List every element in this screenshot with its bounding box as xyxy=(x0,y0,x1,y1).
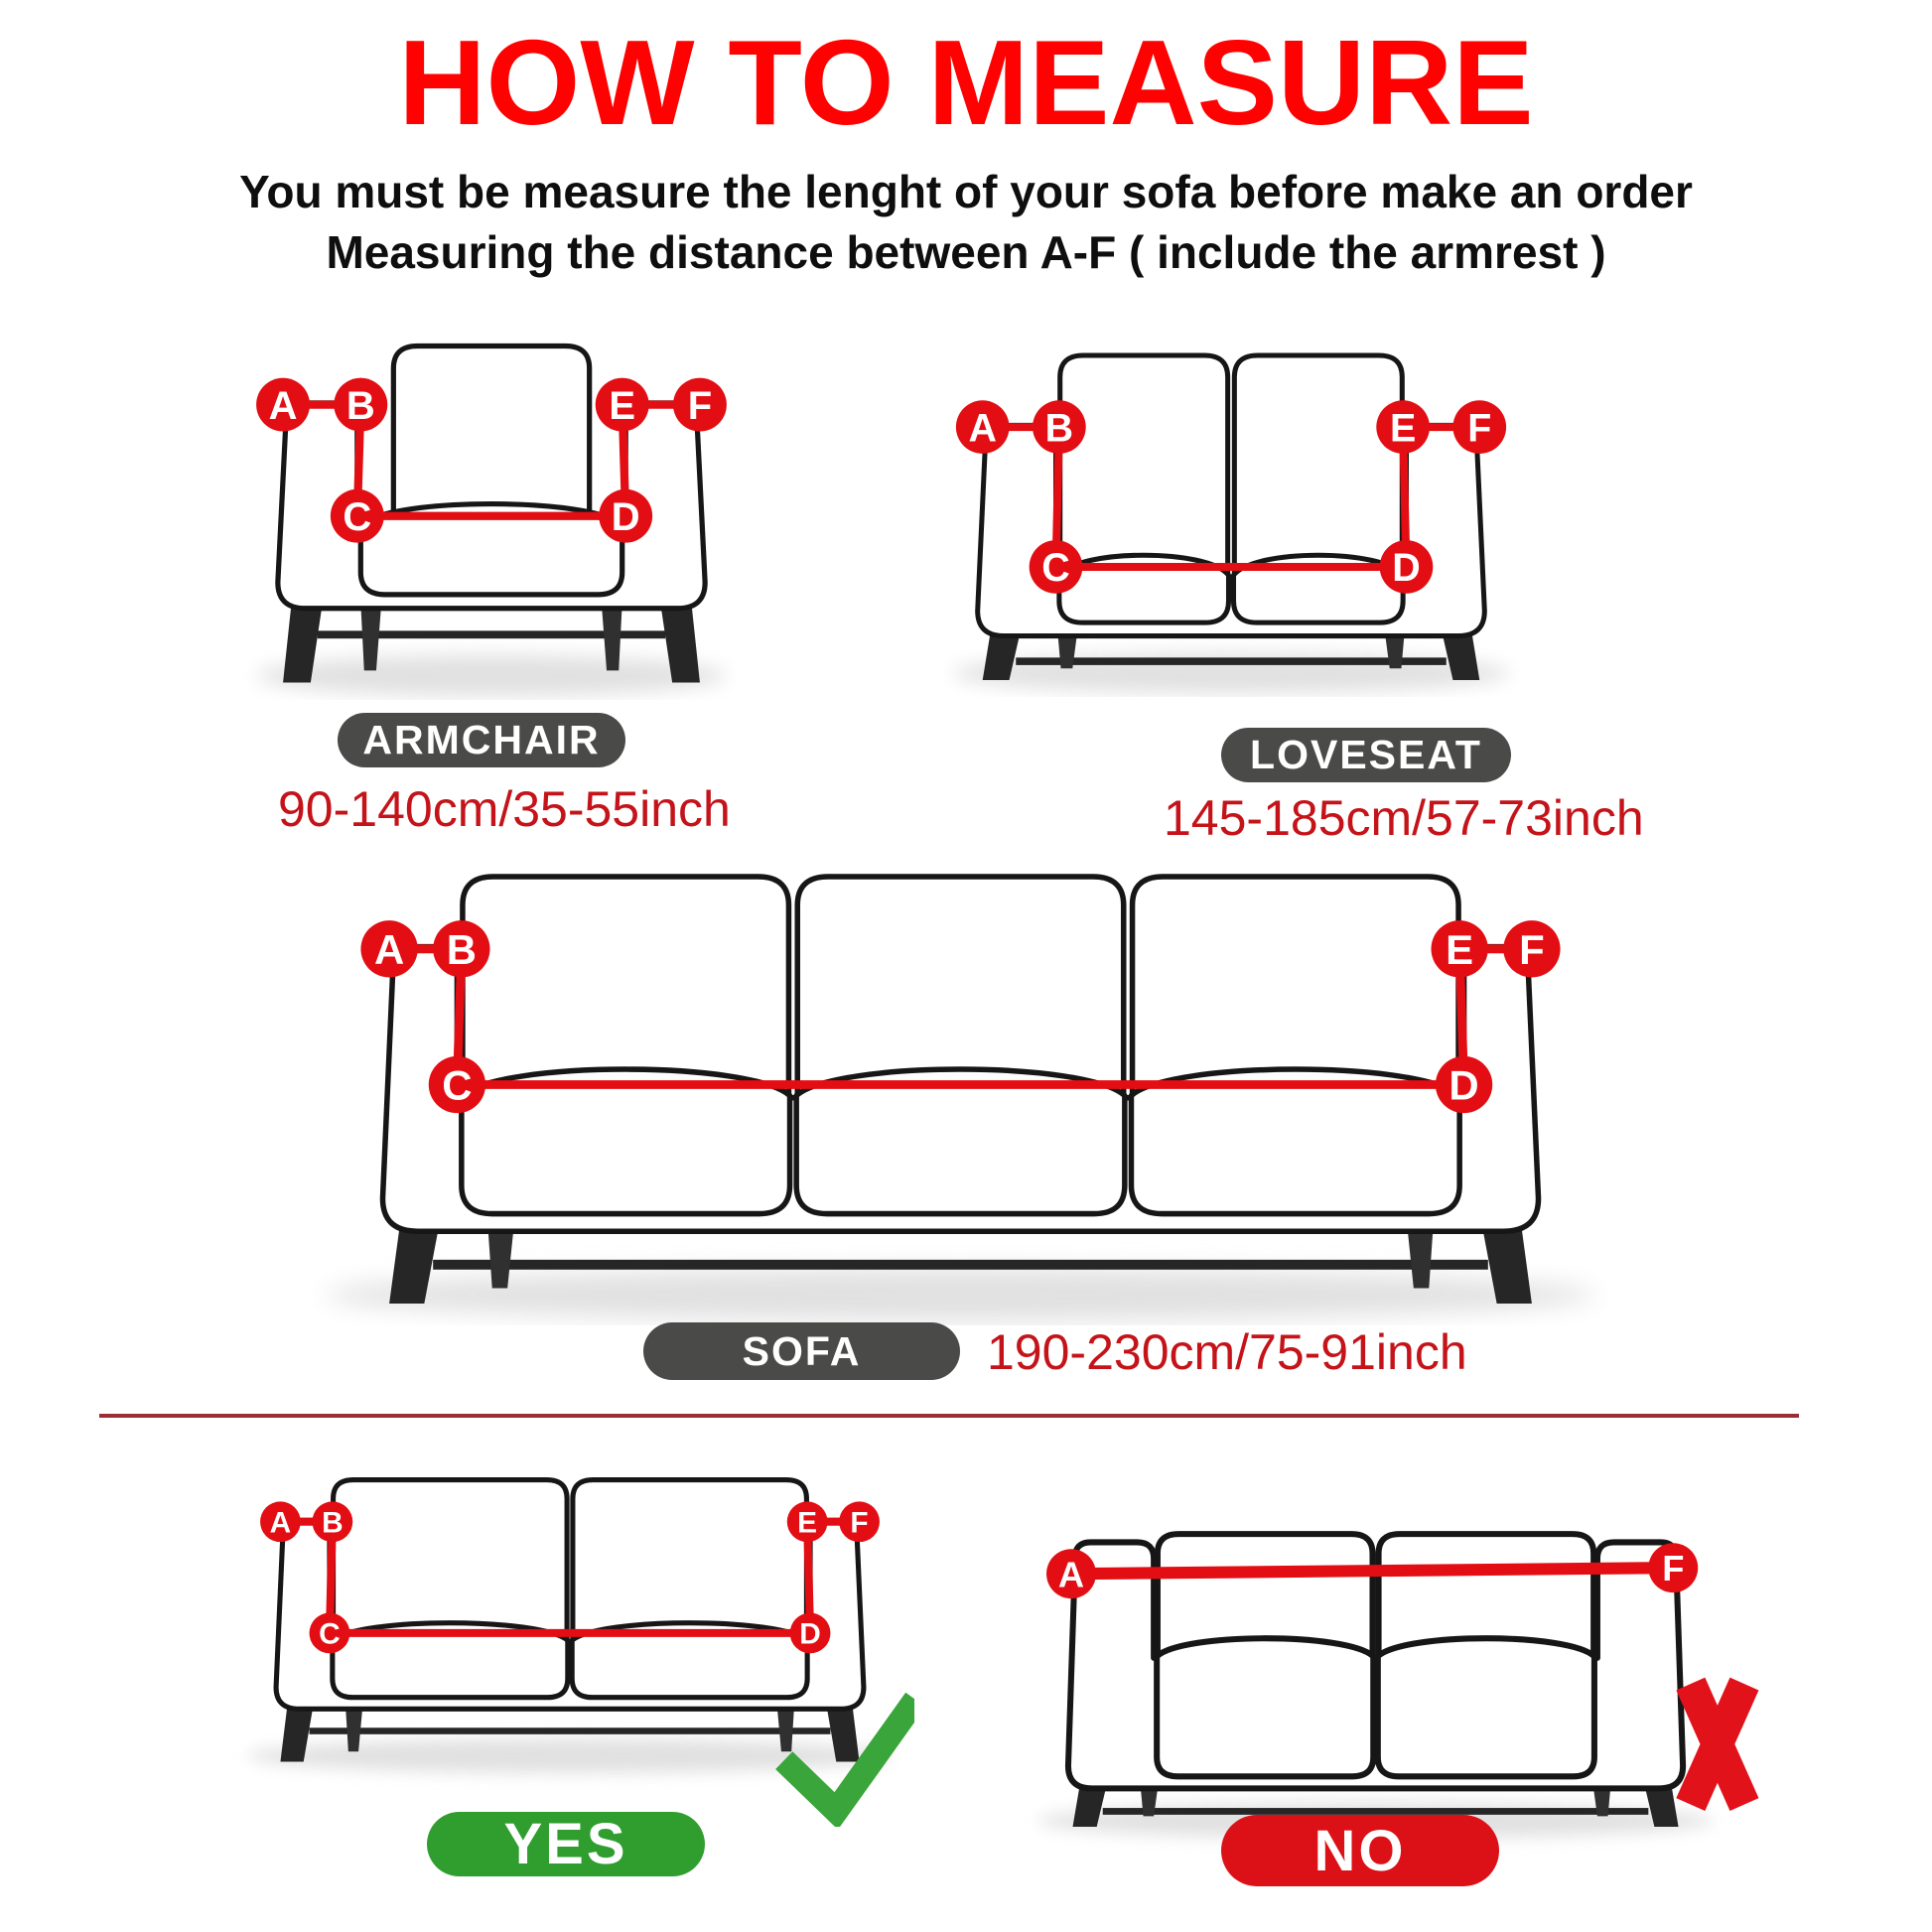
measure-point-label-b: B xyxy=(345,383,375,428)
measure-point-label-b: B xyxy=(322,1506,344,1540)
measure-point-label-e: E xyxy=(609,383,636,428)
section-divider xyxy=(99,1414,1799,1418)
measure-point-label-c: C xyxy=(442,1061,473,1109)
measure-point-label-f: F xyxy=(1662,1548,1685,1589)
measure-point-label-a: A xyxy=(269,1506,292,1540)
loveseat-size-range: 145-185cm/57-73inch xyxy=(1164,790,1644,846)
measure-point-label-d: D xyxy=(611,495,640,540)
sofa-shadow xyxy=(256,655,726,697)
sofa-label-pill: SOFA xyxy=(643,1322,960,1380)
page-title: HOW TO MEASURE xyxy=(398,15,1534,150)
measure-point-label-f: F xyxy=(1519,925,1545,973)
seat-cushion xyxy=(796,1069,1125,1214)
measure-point-label-f: F xyxy=(850,1506,869,1540)
measure-point-label-f: F xyxy=(687,383,713,428)
measure-point-label-a: A xyxy=(968,406,997,451)
measure-point-label-d: D xyxy=(1449,1061,1479,1109)
measure-point-label-d: D xyxy=(799,1617,821,1651)
subtitle-line-1: You must be measure the lenght of your sofa before make an order xyxy=(239,166,1693,217)
correct-measure-diagram xyxy=(225,1465,914,1827)
measure-point-label-e: E xyxy=(1389,406,1417,451)
leg-rail xyxy=(310,1727,831,1734)
sofa-size-range: 190-230cm/75-91inch xyxy=(987,1324,1467,1380)
measure-line xyxy=(1071,1568,1673,1574)
loveseat-label-pill: LOVESEAT xyxy=(1221,728,1511,782)
x-icon xyxy=(1676,1678,1758,1811)
measure-point-label-c: C xyxy=(1041,546,1070,591)
seat-cushion xyxy=(462,1069,790,1214)
armchair-size-range: 90-140cm/35-55inch xyxy=(278,781,731,837)
armchair-diagram xyxy=(217,329,765,700)
measure-point-label-a: A xyxy=(1057,1554,1085,1595)
loveseat-diagram xyxy=(919,339,1543,697)
measure-point-label-a: A xyxy=(373,925,405,973)
measure-point-label-b: B xyxy=(446,925,477,973)
seat-cushion xyxy=(1157,1638,1373,1776)
measure-point-label-b: B xyxy=(1044,406,1074,451)
measure-point-label-c: C xyxy=(343,495,372,540)
sofa-diagram xyxy=(306,855,1615,1325)
armchair-label-pill: ARMCHAIR xyxy=(338,713,625,767)
measure-point-label-e: E xyxy=(797,1506,818,1540)
measure-point-label-f: F xyxy=(1467,406,1492,451)
measure-point-label-a: A xyxy=(268,383,298,428)
measure-point-label-e: E xyxy=(1446,925,1474,973)
no-pill: NO xyxy=(1221,1815,1499,1886)
leg-rail xyxy=(433,1260,1488,1270)
seat-cushion xyxy=(1131,1069,1459,1214)
sofa-shadow xyxy=(325,1269,1595,1321)
leg-rail xyxy=(1103,1808,1649,1815)
subtitle-line-2: Measuring the distance between A-F ( include the armrest ) xyxy=(326,226,1606,278)
seat-cushion xyxy=(1378,1638,1594,1776)
measure-point-label-c: C xyxy=(319,1617,341,1651)
measure-point-label-d: D xyxy=(1392,546,1421,591)
leg-rail xyxy=(1016,657,1446,665)
yes-pill: YES xyxy=(427,1812,705,1876)
